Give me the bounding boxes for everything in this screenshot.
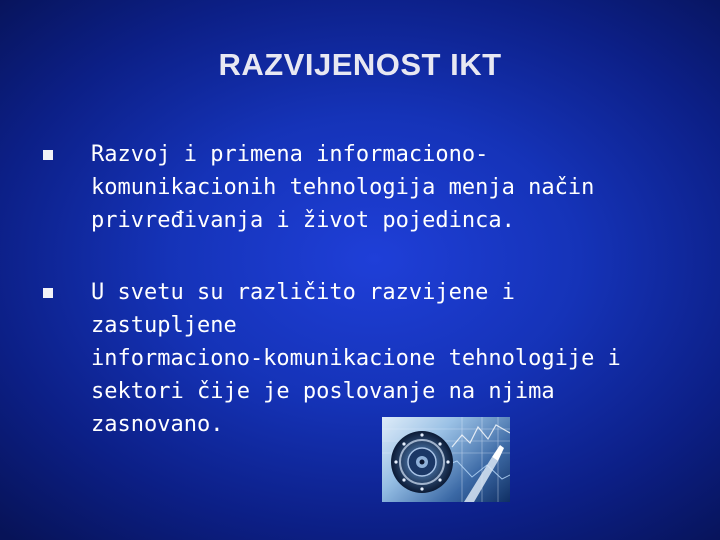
technology-collage-icon (382, 417, 510, 502)
bullet-text: Razvoj i primena informaciono- komunikacionih tehnologija menja način privređivanja i život pojedinca. (91, 142, 595, 233)
slide-title: RAZVIJENOST IKT (218, 47, 502, 82)
square-bullet-icon (43, 288, 53, 298)
bullet-text: U svetu su različito razvijene i zastupljene informaciono-komunikacione tehnologije i sektori čije je poslovanje na njima zasnovano. (91, 280, 621, 437)
square-bullet-icon (43, 150, 53, 160)
